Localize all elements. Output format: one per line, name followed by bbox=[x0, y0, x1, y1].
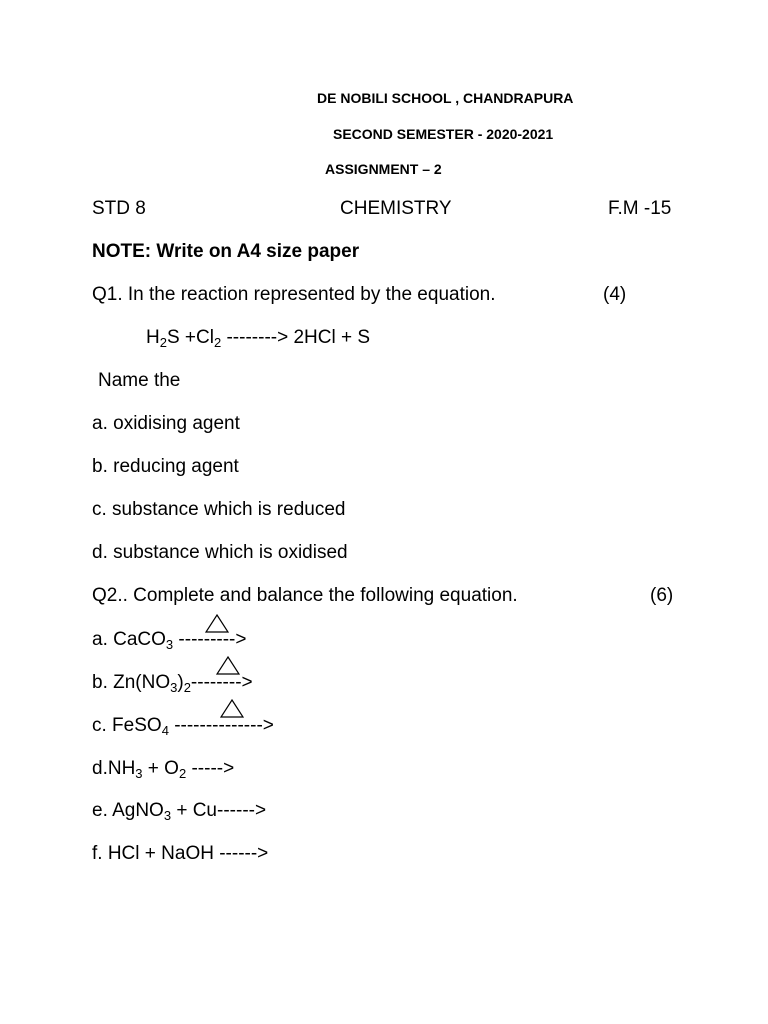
q1-option-b: b. reducing agent bbox=[92, 456, 239, 477]
equation-part: ) bbox=[177, 672, 184, 693]
q2-question: Q2.. Complete and balance the following equation. bbox=[92, 585, 518, 606]
semester-title: SECOND SEMESTER - 2020-2021 bbox=[333, 126, 554, 142]
subscript: 2 bbox=[213, 335, 222, 350]
q2-item-c bbox=[92, 714, 274, 738]
subscript: 2 bbox=[159, 335, 167, 350]
q1-question: Q1. In the reaction represented by the equation. bbox=[92, 284, 496, 305]
subscript: 3 bbox=[165, 637, 174, 652]
full-marks-label: F.M -15 bbox=[608, 198, 672, 219]
equation-part: S +Cl bbox=[166, 327, 214, 348]
subscript: 2 bbox=[183, 680, 191, 695]
equation-part: + Cu------> bbox=[171, 800, 267, 821]
equation-part: d.NH bbox=[92, 758, 136, 779]
q1-marks: (4) bbox=[603, 284, 627, 305]
equation-part: --------------> bbox=[168, 715, 274, 736]
subject-label: CHEMISTRY bbox=[340, 198, 452, 219]
subscript: 4 bbox=[161, 723, 169, 738]
note: NOTE: Write on A4 size paper bbox=[92, 241, 360, 262]
q1-option-a: a. oxidising agent bbox=[92, 413, 240, 434]
subscript: 3 bbox=[163, 808, 172, 823]
subscript: 3 bbox=[135, 766, 143, 781]
q2-item-a bbox=[92, 628, 246, 652]
q2-item-d bbox=[92, 757, 234, 781]
q1-option-d: d. substance which is oxidised bbox=[92, 542, 348, 563]
q2-item-f: f. HCl + NaOH ------> bbox=[92, 843, 269, 864]
equation-part: ---------> bbox=[173, 629, 247, 650]
subscript: 3 bbox=[170, 680, 178, 695]
equation-part: a. CaCO bbox=[92, 629, 166, 650]
equation-part: b. Zn(NO bbox=[92, 672, 171, 693]
q2-item-e bbox=[92, 799, 266, 823]
equation-part: e. AgNO bbox=[92, 800, 164, 821]
school-name: DE NOBILI SCHOOL , CHANDRAPURA bbox=[317, 90, 574, 106]
equation-part: --------> bbox=[190, 672, 253, 693]
equation-part: H bbox=[146, 327, 160, 348]
std-label: STD 8 bbox=[92, 198, 146, 219]
equation-part: + O bbox=[142, 758, 179, 779]
q2-item-b bbox=[92, 671, 253, 695]
assignment-title: ASSIGNMENT – 2 bbox=[325, 161, 442, 177]
subscript: 2 bbox=[178, 766, 187, 781]
q1-equation bbox=[146, 326, 370, 350]
equation-part: c. FeSO bbox=[92, 715, 162, 736]
q1-prompt: Name the bbox=[98, 370, 181, 391]
q2-marks: (6) bbox=[650, 585, 674, 606]
equation-part: -----> bbox=[186, 758, 235, 779]
q1-option-c: c. substance which is reduced bbox=[92, 499, 346, 520]
equation-part: --------> 2HCl + S bbox=[221, 327, 371, 348]
